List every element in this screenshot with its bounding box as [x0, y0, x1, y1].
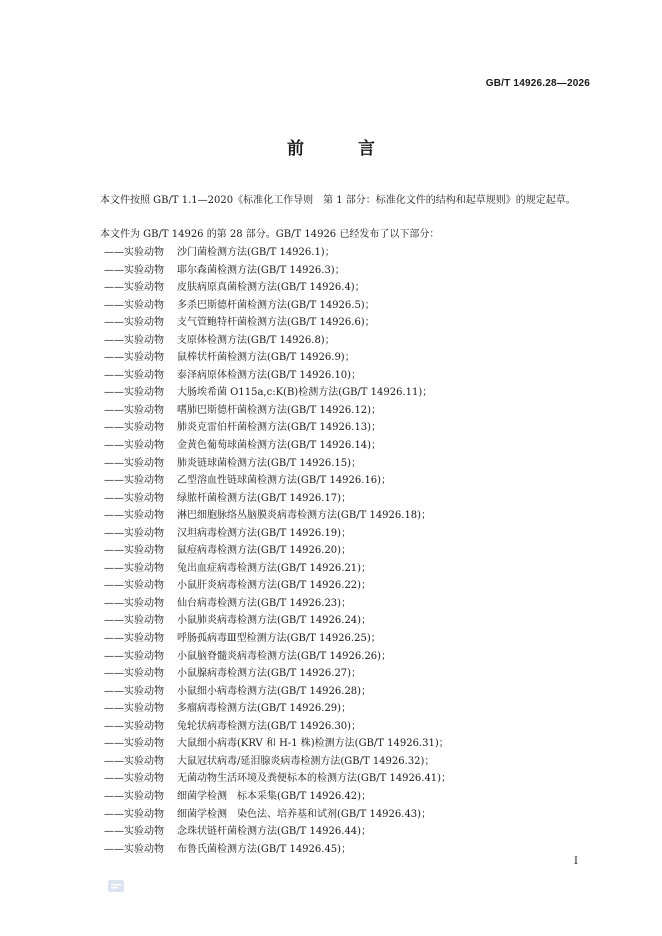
list-item [104, 806, 451, 824]
list-item-text: 小鼠细小病毒检测方法(GB/T 14926.28)； [177, 685, 372, 697]
list-item [104, 525, 451, 543]
published-parts-list [104, 244, 451, 858]
list-item-text: 淋巴细胞脉络丛脑膜炎病毒检测方法(GB/T 14926.18)； [177, 510, 432, 522]
list-item-prefix: ——实验动物 [104, 685, 164, 697]
list-item [104, 612, 451, 630]
list-item-text: 小鼠肺炎病毒检测方法(GB/T 14926.24)； [177, 615, 372, 627]
list-item-text: 细菌学检测 染色法、培养基和试剂(GB/T 14926.43)； [177, 808, 432, 820]
list-item [104, 332, 451, 350]
list-item-text: 肺炎克雷伯杆菌检测方法(GB/T 14926.13)； [177, 422, 382, 434]
list-item-text: 念珠状链杆菌检测方法(GB/T 14926.44)； [177, 826, 372, 838]
list-item-prefix: ——实验动物 [104, 369, 164, 381]
list-item [104, 437, 451, 455]
list-item-text: 多瘤病毒检测方法(GB/T 14926.29)； [177, 703, 352, 715]
list-item-text: 小鼠肝炎病毒检测方法(GB/T 14926.22)； [177, 580, 372, 592]
list-item [104, 753, 451, 771]
list-item-prefix: ——实验动物 [104, 597, 164, 609]
list-item [104, 490, 451, 508]
list-item [104, 735, 451, 753]
list-item [104, 648, 451, 666]
list-item-prefix: ——实验动物 [104, 808, 164, 820]
list-item-text: 绿脓杆菌检测方法(GB/T 14926.17)； [177, 492, 352, 504]
list-item-prefix: ——实验动物 [104, 422, 164, 434]
list-item [104, 507, 451, 525]
list-item-text: 仙台病毒检测方法(GB/T 14926.23)； [177, 597, 352, 609]
list-item-prefix: ——实验动物 [104, 404, 164, 416]
list-item-text: 兔轮状病毒检测方法(GB/T 14926.30)； [177, 720, 362, 732]
list-item [104, 630, 451, 648]
list-item-text: 细菌学检测 标本采集(GB/T 14926.42)； [177, 790, 372, 802]
list-item-text: 大鼠冠状病毒/延泪腺炎病毒检测方法(GB/T 14926.32)； [177, 755, 435, 767]
list-item [104, 595, 451, 613]
list-item-prefix: ——实验动物 [104, 790, 164, 802]
list-item-text: 肺炎链球菌检测方法(GB/T 14926.15)； [177, 457, 362, 469]
list-item-text: 金黄色葡萄球菌检测方法(GB/T 14926.14)； [177, 440, 382, 452]
list-item [104, 402, 451, 420]
list-item [104, 577, 451, 595]
list-item-text: 大鼠细小病毒(KRV 和 H-1 株)检测方法(GB/T 14926.31)； [177, 738, 449, 750]
parts-intro-paragraph: 本文件为 GB/T 14926 的第 28 部分。GB/T 14926 已经发布了以下部分： [100, 229, 440, 240]
list-item-text: 小鼠脑脊髓炎病毒检测方法(GB/T 14926.26)； [177, 650, 392, 662]
page-number: Ⅰ [574, 856, 578, 867]
list-item-prefix: ——实验动物 [104, 440, 164, 452]
list-item [104, 314, 451, 332]
list-item-text: 布鲁氏菌检测方法(GB/T 14926.45)； [177, 843, 352, 855]
list-item-text: 支气管鲍特杆菌检测方法(GB/T 14926.6)； [177, 317, 375, 329]
list-item [104, 349, 451, 367]
watermark-logo [108, 880, 124, 892]
list-item-prefix: ——实验动物 [104, 282, 164, 294]
list-item-text: 泰泽病原体检测方法(GB/T 14926.10)； [177, 369, 362, 381]
list-item [104, 665, 451, 683]
list-item-text: 大肠埃希菌 O115a,c:K(B)检测方法(GB/T 14926.11)； [177, 387, 433, 399]
list-item [104, 297, 451, 315]
list-item [104, 244, 451, 262]
list-item-text: 鼠棒状杆菌检测方法(GB/T 14926.9)； [177, 352, 355, 364]
list-item-prefix: ——实验动物 [104, 475, 164, 487]
list-item-text: 汉坦病毒检测方法(GB/T 14926.19)； [177, 527, 352, 539]
list-item-prefix: ——实验动物 [104, 299, 164, 311]
list-item [104, 841, 451, 859]
list-item-prefix: ——实验动物 [104, 668, 164, 680]
list-item [104, 455, 451, 473]
list-item-text: 乙型溶血性链球菌检测方法(GB/T 14926.16)； [177, 475, 392, 487]
list-item-prefix: ——实验动物 [104, 755, 164, 767]
list-item-prefix: ——实验动物 [104, 545, 164, 557]
document-id-header: GB/T 14926.28—2026 [485, 78, 590, 89]
list-item-prefix: ——实验动物 [104, 264, 164, 276]
list-item [104, 262, 451, 280]
list-item-prefix: ——实验动物 [104, 317, 164, 329]
list-item-text: 沙门菌检测方法(GB/T 14926.1)； [177, 247, 335, 258]
list-item-prefix: ——实验动物 [104, 492, 164, 504]
list-item-text: 呼肠孤病毒Ⅲ型检测方法(GB/T 14926.25)； [177, 633, 381, 645]
list-item-prefix: ——实验动物 [104, 826, 164, 838]
list-item [104, 823, 451, 841]
list-item-text: 支原体检测方法(GB/T 14926.8)； [177, 334, 335, 346]
list-item [104, 718, 451, 736]
list-item [104, 419, 451, 437]
list-item-prefix: ——实验动物 [104, 633, 164, 645]
list-item [104, 279, 451, 297]
list-item-prefix: ——实验动物 [104, 615, 164, 627]
list-item [104, 700, 451, 718]
section-title: 前 言 [287, 139, 399, 159]
list-item-text: 多杀巴斯德杆菌检测方法(GB/T 14926.5)； [177, 299, 375, 311]
list-item [104, 683, 451, 701]
list-item-text: 小鼠腺病毒检测方法(GB/T 14926.27)； [177, 668, 362, 680]
list-item [104, 560, 451, 578]
list-item-prefix: ——实验动物 [104, 562, 164, 574]
list-item [104, 367, 451, 385]
list-item-prefix: ——实验动物 [104, 247, 164, 258]
list-item-text: 鼠痘病毒检测方法(GB/T 14926.20)； [177, 545, 352, 557]
list-item-prefix: ——实验动物 [104, 773, 164, 785]
list-item-prefix: ——实验动物 [104, 650, 164, 662]
list-item-prefix: ——实验动物 [104, 738, 164, 750]
list-item [104, 384, 451, 402]
list-item [104, 788, 451, 806]
list-item-text: 嗜肺巴斯德杆菌检测方法(GB/T 14926.12)； [177, 404, 382, 416]
list-item-prefix: ——实验动物 [104, 720, 164, 732]
list-item-prefix: ——实验动物 [104, 580, 164, 592]
list-item [104, 542, 451, 560]
list-item-prefix: ——实验动物 [104, 703, 164, 715]
list-item-prefix: ——实验动物 [104, 457, 164, 469]
list-item-prefix: ——实验动物 [104, 527, 164, 539]
list-item [104, 472, 451, 490]
list-item-prefix: ——实验动物 [104, 387, 164, 399]
list-item-text: 皮肤病原真菌检测方法(GB/T 14926.4)； [177, 282, 365, 294]
intro-paragraph: 本文件按照 GB/T 1.1—2020《标准化工作导则 第 1 部分：标准化文件的结构和起草规则》的规定起草。 [100, 195, 576, 206]
list-item-text: 无菌动物生活环境及粪便标本的检测方法(GB/T 14926.41)； [177, 773, 452, 785]
list-item-prefix: ——实验动物 [104, 334, 164, 346]
list-item-prefix: ——实验动物 [104, 352, 164, 364]
list-item-text: 兔出血症病毒检测方法(GB/T 14926.21)； [177, 562, 372, 574]
list-item-prefix: ——实验动物 [104, 843, 164, 855]
list-item-text: 耶尔森菌检测方法(GB/T 14926.3)； [177, 264, 345, 276]
list-item [104, 770, 451, 788]
list-item-prefix: ——实验动物 [104, 510, 164, 522]
